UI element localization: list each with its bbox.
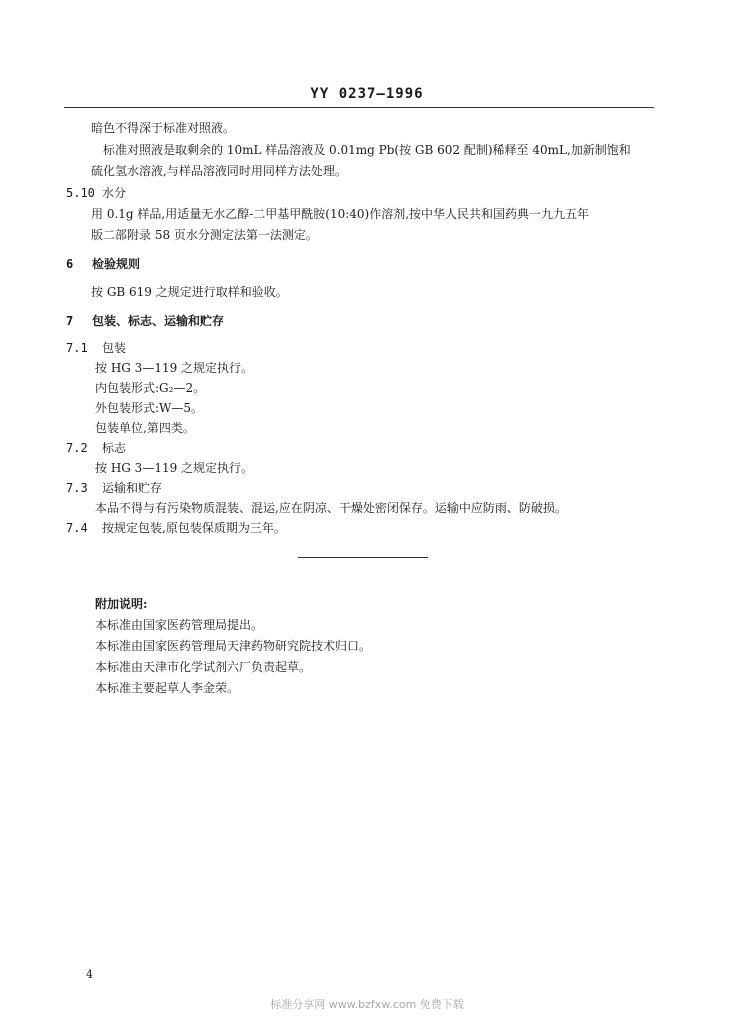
section-number: 5.10 [66,186,95,200]
section-heading-7-1 [66,340,126,356]
paragraph: 按 HG 3—119 之规定执行。 [95,361,254,375]
page-number: 4 [86,968,93,981]
section-title: 包装 [102,341,127,355]
paragraph: 外包装形式:W—5。 [95,401,204,415]
section-title: 检验规则 [92,257,141,271]
note-line: 本标准主要起草人李金荣。 [95,681,240,695]
section-heading-7-2 [66,440,126,456]
paragraph: 按 HG 3—119 之规定执行。 [95,461,254,475]
paragraph: 暗色不得深于标准对照液。 [91,121,236,135]
note-line: 本标准由国家医药管理局提出。 [95,618,264,632]
paragraph: 标准对照液是取剩余的 10mL 样品溶液及 0.01mg Pb(按 GB 602 配制)稀释至 40mL,加新制饱和 [103,143,631,157]
section-heading-7-3 [66,480,162,496]
section-number: 7.3 [66,481,88,495]
section-heading-7-4 [66,520,286,536]
paragraph: 包装单位,第四类。 [95,421,195,435]
note-line: 本标准由国家医药管理局天津药物研究院技术归口。 [95,639,372,653]
section-heading-6 [66,256,140,272]
paragraph: 按 GB 619 之规定进行取样和验收。 [91,285,288,299]
notes-title: 附加说明: [95,597,148,611]
paragraph: 本品不得与有污染物质混装、混运,应在阴凉、干燥处密闭保存。运输中应防雨、防破损。 [95,501,567,515]
section-title: 运输和贮存 [102,481,163,495]
section-title: 包装、标志、运输和贮存 [92,314,225,328]
section-heading-7 [66,313,224,329]
section-number: 7 [66,314,74,328]
section-title: 标志 [102,441,127,455]
header-rule [64,107,654,108]
section-number: 7.1 [66,341,88,355]
section-title: 水分 [102,186,127,200]
section-heading-5-10 [66,185,126,201]
section-divider [298,557,428,558]
footer-watermark: 标准分享网 www.bzfxw.com 免费下载 [270,998,464,1011]
standard-code: YY 0237—1996 [310,86,424,102]
section-number: 7.2 [66,441,88,455]
section-number: 7.4 [66,521,88,535]
paragraph: 硫化氢水溶液,与样品溶液同时用同样方法处理。 [91,164,347,178]
section-text: 按规定包装,原包装保质期为三年。 [102,521,286,535]
paragraph: 版二部附录 58 页水分测定法第一法测定。 [91,228,318,242]
paragraph: 内包装形式:G₂—2。 [95,381,206,395]
section-number: 6 [66,257,74,271]
note-line: 本标准由天津市化学试剂六厂负责起草。 [95,660,312,674]
paragraph: 用 0.1g 样品,用适量无水乙醇-二甲基甲酰胺(10:40)作溶剂,按中华人民共和国药典一九九五年 [91,207,590,221]
